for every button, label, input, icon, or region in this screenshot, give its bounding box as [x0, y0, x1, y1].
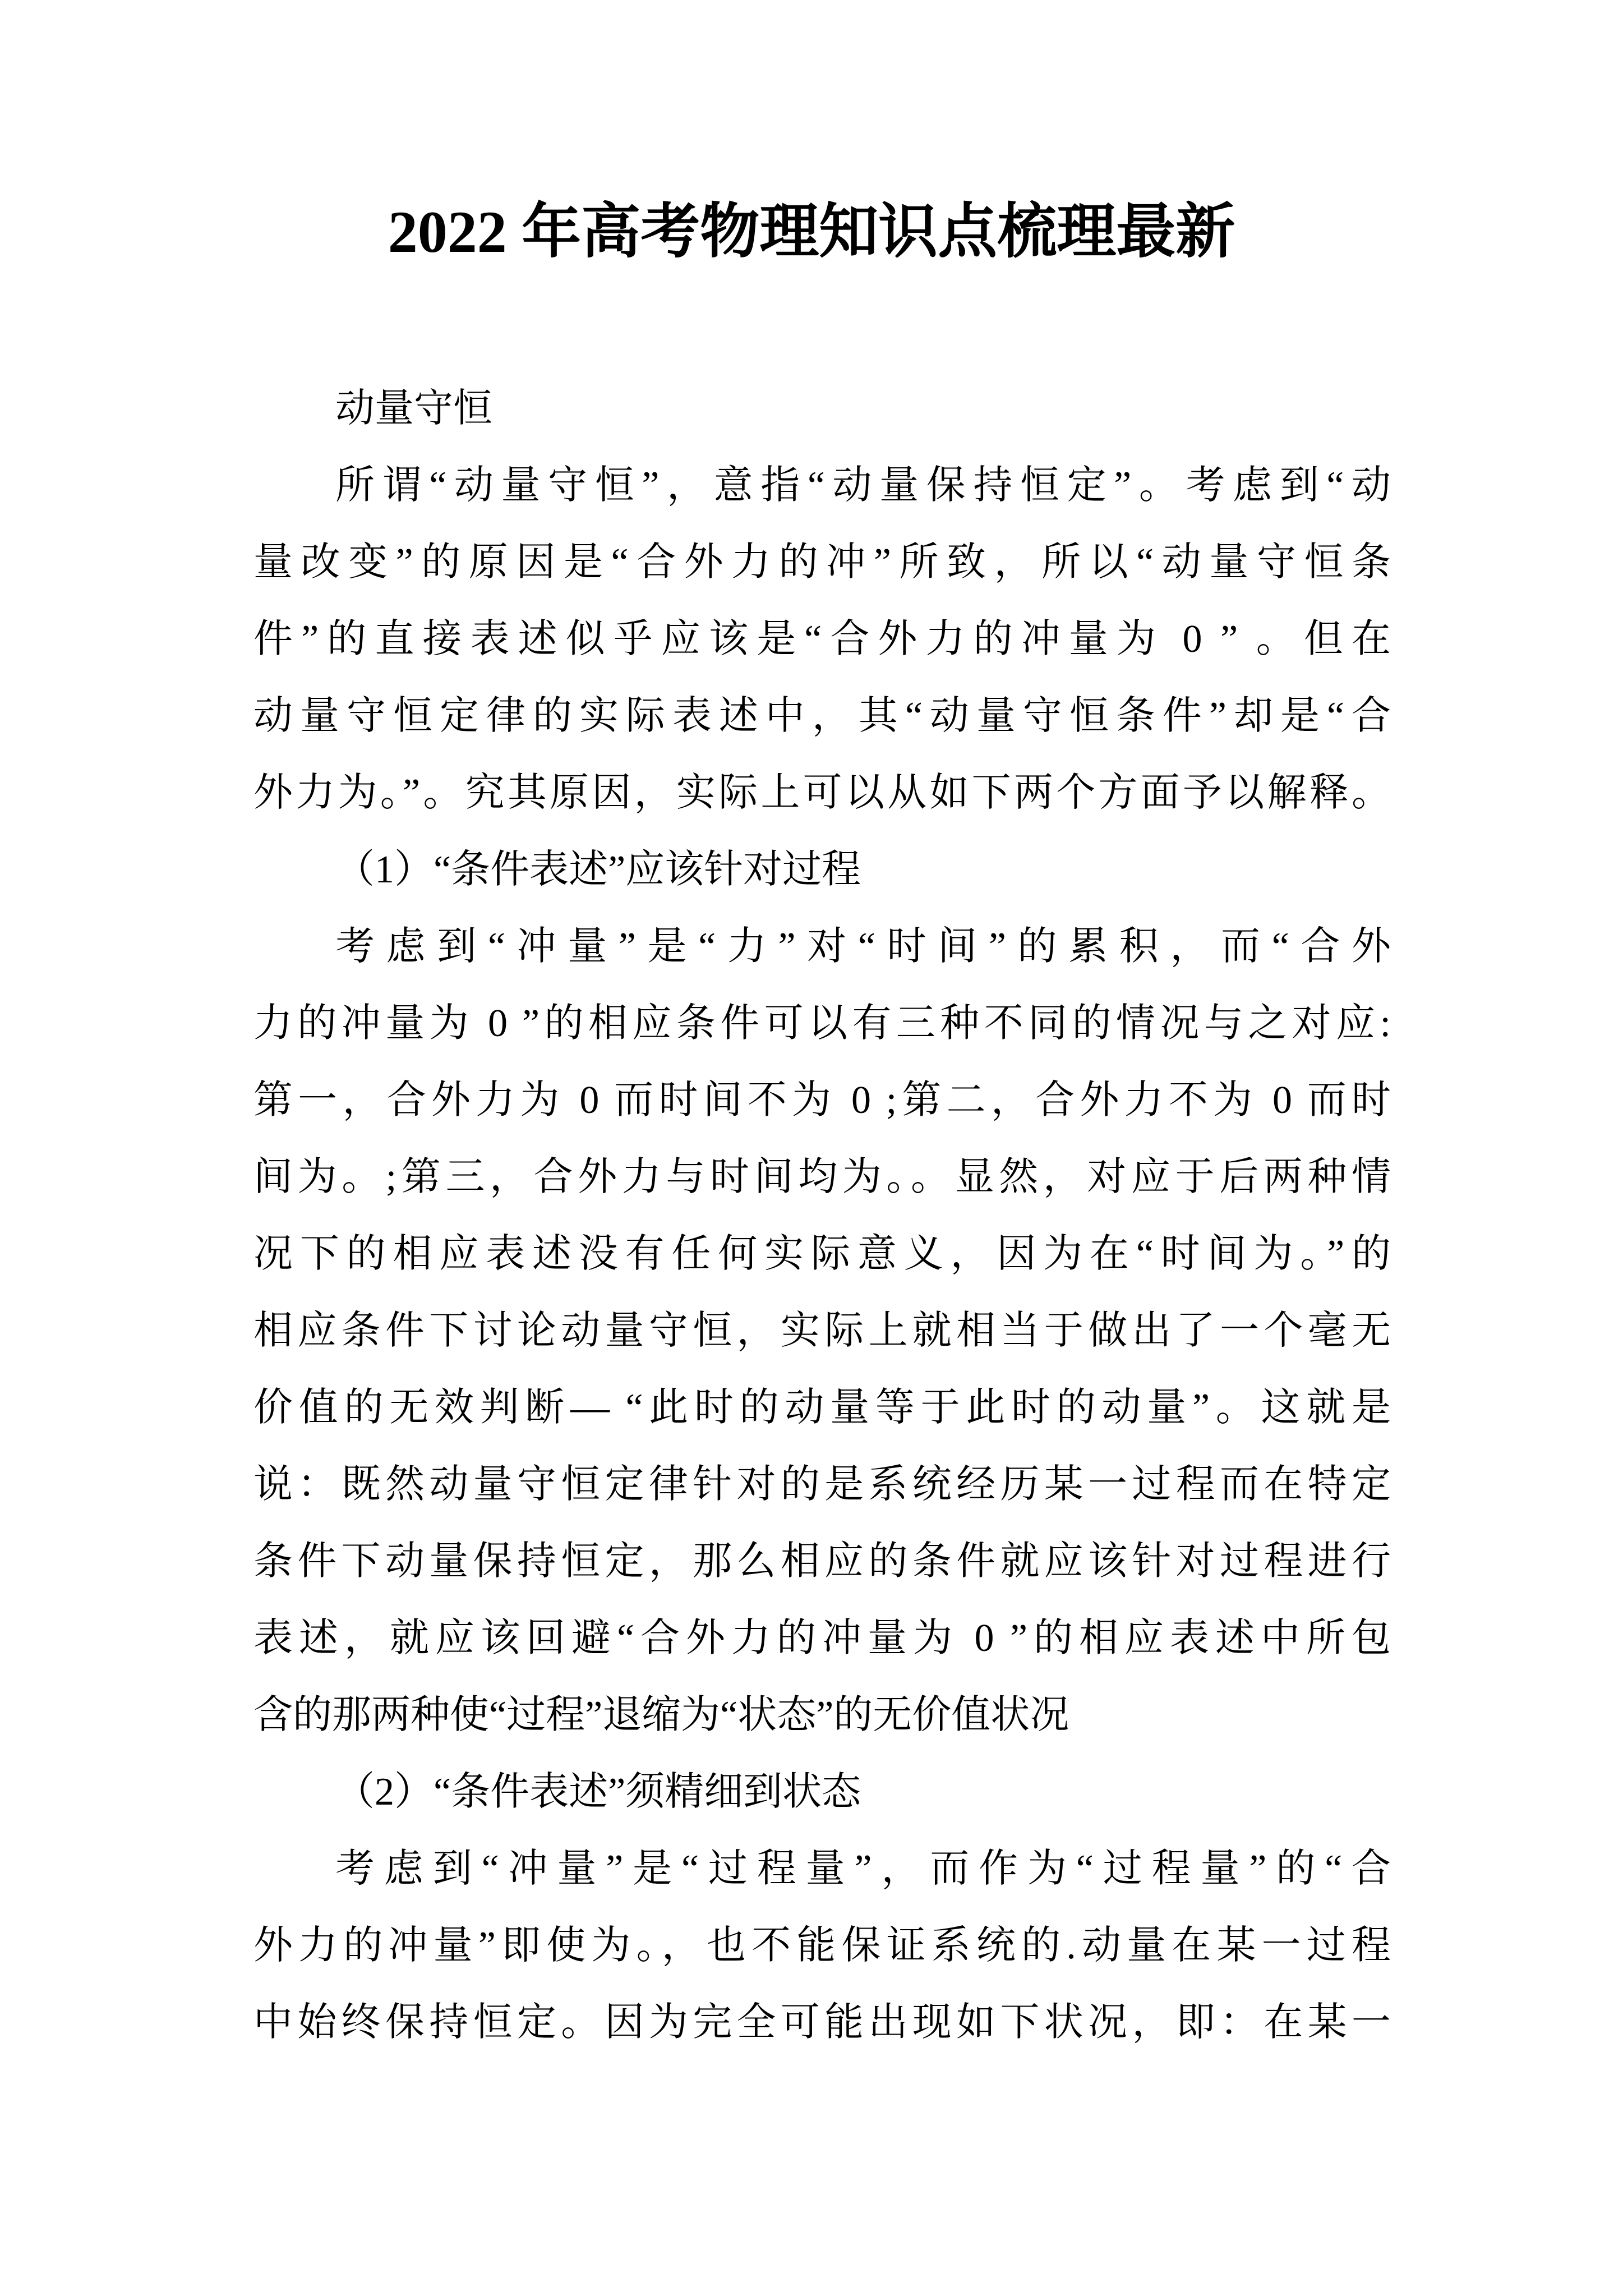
text-line: 量改变”的原因是“合外力的冲”所致，所以“动量守恒条 — [253, 541, 1391, 584]
document-title: 2022 年高考物理知识点梳理最新 — [388, 199, 1235, 265]
text-line: 所谓“动量守恒”，意指“动量保持恒定”。考虑到“动 — [335, 464, 1391, 507]
text-line: 间为。;第三，合外力与时间均为。。显然，对应于后两种情 — [253, 1156, 1391, 1199]
text-line: 表述，就应该回避“合外力的冲量为 0 ”的相应表述中所包 — [253, 1617, 1391, 1660]
text-line: 含的那两种使“过程”退缩为“状态”的无价值状况 — [253, 1694, 1069, 1737]
text-line: 力的冲量为 0 ”的相应条件可以有三种不同的情况与之对应: — [253, 1002, 1391, 1045]
text-line: 外力的冲量”即使为。，也不能保证系统的.动量在某一过程 — [253, 1924, 1391, 1967]
text-line: 条件下动量保持恒定，那么相应的条件就应该针对过程进行 — [253, 1540, 1391, 1583]
text-line: 况下的相应表述没有任何实际意义，因为在“时间为。”的 — [253, 1232, 1391, 1276]
text-line: 外力为。”。究其原因，实际上可以从如下两个方面予以解释。 — [253, 771, 1391, 815]
document-body — [253, 370, 1391, 2061]
text-line: 说：既然动量守恒定律针对的是系统经历某一过程而在特定 — [253, 1463, 1391, 1506]
text-line: 动量守恒 — [335, 387, 492, 430]
text-line: （1）“条件表述”应该针对过程 — [335, 848, 861, 891]
text-line: 价值的无效判断— “此时的动量等于此时的动量”。这就是 — [253, 1386, 1391, 1429]
text-line: 考虑到“冲量”是“过程量”，而作为“过程量”的“合 — [335, 1847, 1391, 1890]
text-line: 中始终保持恒定。因为完全可能出现如下状况，即：在某一 — [253, 2001, 1391, 2044]
text-line: 相应条件下讨论动量守恒，实际上就相当于做出了一个毫无 — [253, 1309, 1391, 1352]
text-line: 件”的直接表述似乎应该是“合外力的冲量为 0 ” 。但在 — [253, 618, 1391, 661]
text-line: 动量守恒定律的实际表述中，其“动量守恒条件”却是“合 — [253, 694, 1391, 738]
text-line: 考虑到“冲量”是“力”对“时间”的累积，而“合外 — [335, 925, 1391, 968]
text-line: 第一，合外力为 0 而时间不为 0 ;第二，合外力不为 0 而时 — [253, 1079, 1391, 1122]
text-line: （2）“条件表述”须精细到状态 — [335, 1770, 861, 1814]
